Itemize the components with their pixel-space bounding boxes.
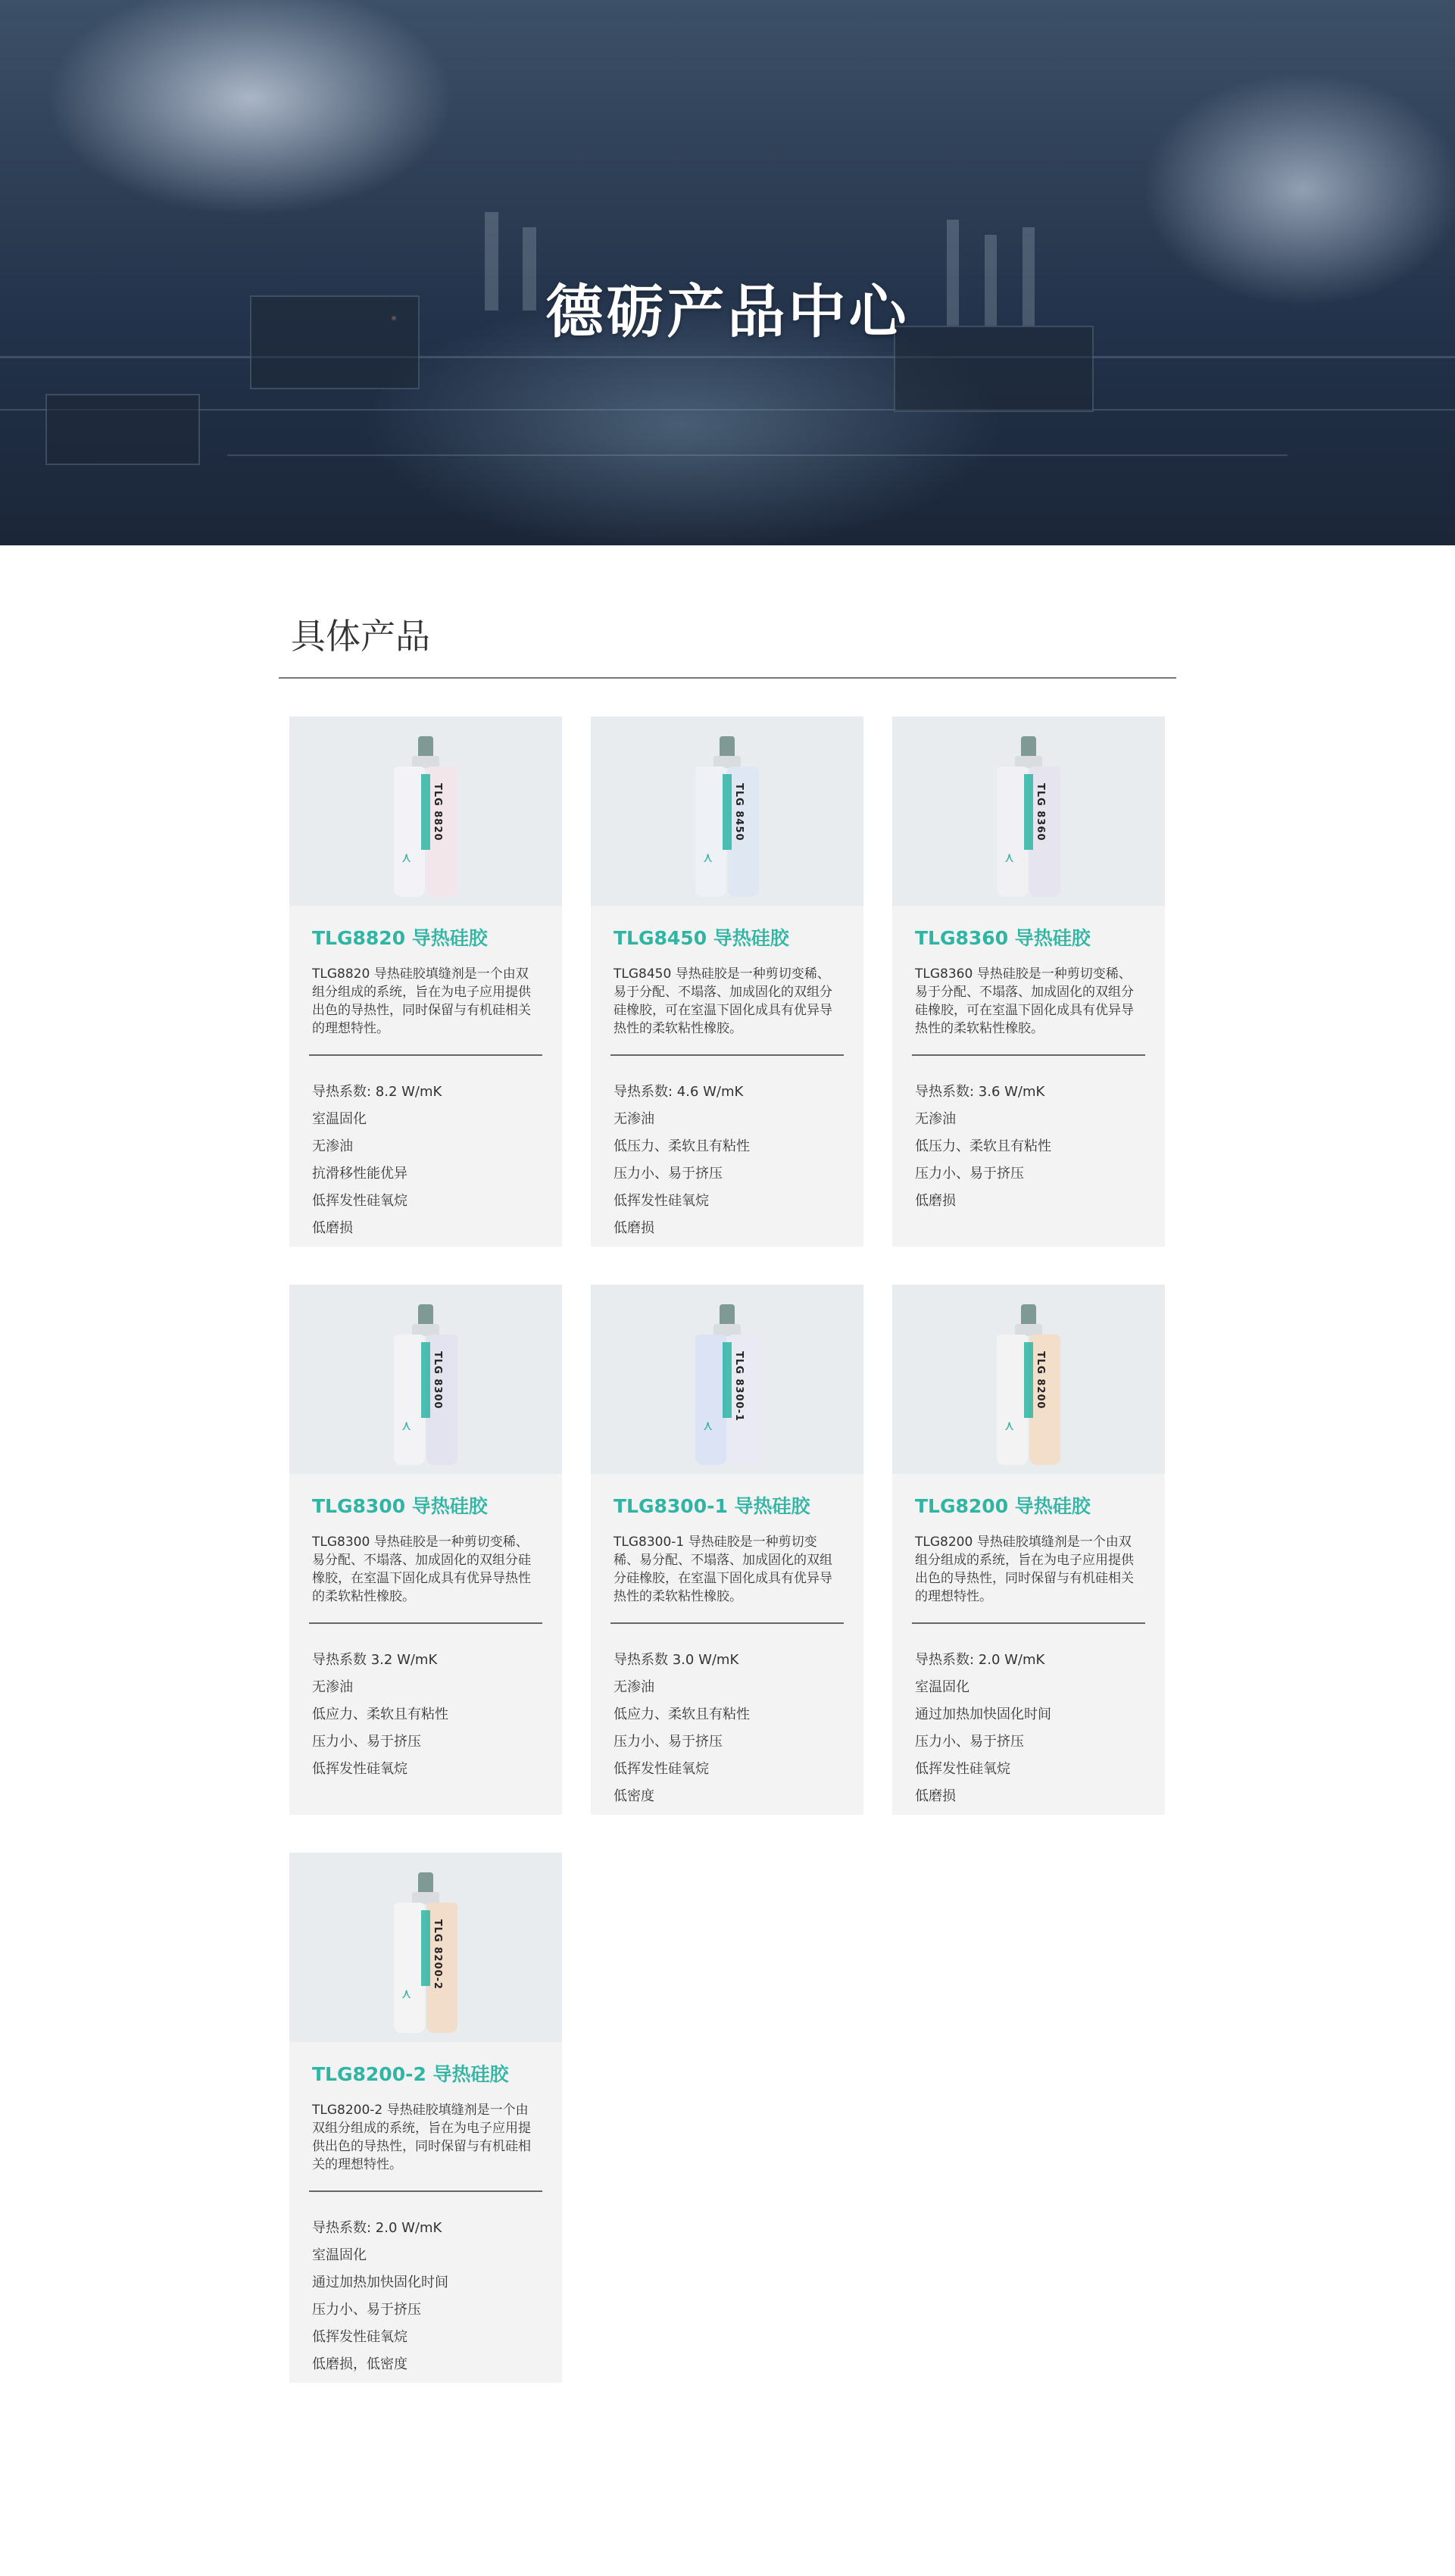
feature-item: 无渗油 bbox=[312, 1138, 353, 1154]
cartridge-label-text: TLG 8300 bbox=[432, 1351, 443, 1410]
feature-list bbox=[915, 1647, 1144, 1810]
feature-item: 低应力、柔软且有粘性 bbox=[614, 1706, 750, 1722]
cartridge-tube-left bbox=[394, 1335, 425, 1465]
product-card[interactable] bbox=[892, 717, 1165, 1247]
product-description: TLG8200-2 导热硅胶填缝剂是一个由双组分组成的系统，旨在为电子应用提供出色的导热性，同时保留与有机硅相关的理想特性。 bbox=[312, 2103, 531, 2172]
cartridge-illustration bbox=[394, 736, 457, 898]
brand-logo-icon: ⋏ bbox=[1004, 1418, 1015, 1434]
brand-logo-icon: ⋏ bbox=[401, 1418, 412, 1434]
product-title[interactable]: TLG8200-2 导热硅胶 bbox=[312, 2063, 509, 2085]
feature-item: 导热系数: 2.0 W/mK bbox=[915, 1652, 1045, 1668]
product-card[interactable] bbox=[591, 717, 863, 1247]
cartridge-tube-left bbox=[394, 767, 425, 897]
feature-item: 无渗油 bbox=[312, 1679, 353, 1695]
feature-item: 压力小、易于挤压 bbox=[915, 1734, 1024, 1750]
product-card[interactable] bbox=[591, 1285, 863, 1815]
card-divider bbox=[610, 1054, 844, 1056]
feature-item: 导热系数 3.0 W/mK bbox=[614, 1652, 739, 1668]
cartridge-label-text: TLG 8360 bbox=[1035, 783, 1046, 841]
board-trace bbox=[0, 356, 1455, 358]
product-image[interactable] bbox=[289, 1853, 562, 2042]
product-description: TLG8300-1 导热硅胶是一种剪切变稀、易分配、不塌落、加成固化的双组分硅橡胶，在室温下固化成具有优异导热性的柔软粘性橡胶。 bbox=[614, 1535, 832, 1604]
card-divider bbox=[610, 1622, 844, 1624]
cartridge-label bbox=[421, 1910, 430, 1986]
product-image[interactable] bbox=[289, 1285, 562, 1474]
product-card[interactable] bbox=[289, 1853, 562, 2383]
cartridge-illustration bbox=[997, 736, 1060, 898]
feature-item: 低挥发性硅氧烷 bbox=[614, 1193, 709, 1209]
card-divider bbox=[912, 1054, 1145, 1056]
cartridge-tube-left bbox=[997, 1335, 1028, 1465]
products-section-header bbox=[279, 614, 1176, 679]
feature-item: 抗滑移性能优异 bbox=[312, 1166, 407, 1182]
brand-logo-icon: ⋏ bbox=[703, 850, 713, 866]
product-image[interactable] bbox=[892, 1285, 1165, 1474]
cartridge-illustration bbox=[997, 1304, 1060, 1466]
feature-item: 导热系数: 3.6 W/mK bbox=[915, 1084, 1045, 1100]
feature-item: 低压力、柔软且有粘性 bbox=[915, 1138, 1051, 1154]
board-chip bbox=[45, 394, 200, 465]
feature-item: 压力小、易于挤压 bbox=[312, 1734, 421, 1750]
feature-item: 低磨损 bbox=[915, 1193, 956, 1209]
cartridge-label-text: TLG 8200-2 bbox=[432, 1919, 443, 1990]
cartridge-tube-left bbox=[394, 1903, 425, 2033]
cartridge-label-text: TLG 8200 bbox=[1035, 1351, 1046, 1410]
brand-logo-icon: ⋏ bbox=[1004, 850, 1015, 866]
section-title: 具体产品 bbox=[291, 616, 430, 657]
brand-logo-icon: ⋏ bbox=[401, 850, 412, 866]
feature-item: 压力小、易于挤压 bbox=[614, 1166, 723, 1182]
cartridge-tube-left bbox=[695, 1335, 726, 1465]
product-image[interactable] bbox=[892, 717, 1165, 906]
product-card[interactable] bbox=[289, 717, 562, 1247]
product-image[interactable] bbox=[289, 717, 562, 906]
feature-item: 低挥发性硅氧烷 bbox=[614, 1761, 709, 1777]
product-image[interactable] bbox=[591, 717, 863, 906]
cartridge-label-text: TLG 8300-1 bbox=[733, 1351, 745, 1422]
feature-item: 无渗油 bbox=[915, 1111, 956, 1127]
feature-list bbox=[312, 1647, 541, 1783]
card-divider bbox=[309, 2190, 542, 2192]
cartridge-label-text: TLG 8820 bbox=[432, 783, 443, 841]
card-divider bbox=[309, 1622, 542, 1624]
feature-item: 低磨损，低密度 bbox=[312, 2356, 407, 2372]
product-title[interactable]: TLG8300-1 导热硅胶 bbox=[614, 1495, 810, 1517]
product-description: TLG8820 导热硅胶填缝剂是一个由双组分组成的系统，旨在为电子应用提供出色的导热性，同时保留与有机硅相关的理想特性。 bbox=[312, 966, 531, 1036]
feature-item: 低挥发性硅氧烷 bbox=[312, 1193, 407, 1209]
feature-item: 室温固化 bbox=[915, 1679, 969, 1695]
cartridge-tube-left bbox=[695, 767, 726, 897]
cartridge-label bbox=[1024, 774, 1033, 850]
feature-item: 通过加热加快固化时间 bbox=[915, 1706, 1051, 1722]
section-divider bbox=[279, 677, 1176, 679]
product-title[interactable]: TLG8820 导热硅胶 bbox=[312, 927, 488, 949]
feature-item: 导热系数: 2.0 W/mK bbox=[312, 2220, 442, 2236]
card-divider bbox=[912, 1622, 1145, 1624]
feature-item: 压力小、易于挤压 bbox=[614, 1734, 723, 1750]
cartridge-label bbox=[421, 1342, 430, 1418]
hero-banner bbox=[0, 0, 1455, 545]
product-title[interactable]: TLG8300 导热硅胶 bbox=[312, 1495, 488, 1517]
product-description: TLG8360 导热硅胶是一种剪切变稀、易于分配、不塌落、加成固化的双组分硅橡胶，可在室温下固化成具有优异导热性的柔软粘性橡胶。 bbox=[915, 966, 1134, 1036]
cartridge-label-text: TLG 8450 bbox=[733, 783, 745, 841]
product-description: TLG8300 导热硅胶是一种剪切变稀、易分配、不塌落、加成固化的双组分硅橡胶，在室温下固化成具有优异导热性的柔软粘性橡胶。 bbox=[312, 1535, 531, 1604]
cartridge-label bbox=[1024, 1342, 1033, 1418]
product-title[interactable]: TLG8360 导热硅胶 bbox=[915, 927, 1091, 949]
product-grid bbox=[289, 717, 1166, 2383]
feature-item: 导热系数: 4.6 W/mK bbox=[614, 1084, 744, 1100]
cartridge-tube-left bbox=[997, 767, 1028, 897]
feature-item: 低磨损 bbox=[312, 1220, 353, 1236]
cartridge-label bbox=[723, 1342, 732, 1418]
brand-logo-icon: ⋏ bbox=[401, 1986, 412, 2002]
feature-item: 导热系数 3.2 W/mK bbox=[312, 1652, 438, 1668]
feature-list bbox=[614, 1647, 842, 1810]
feature-item: 低应力、柔软且有粘性 bbox=[312, 1706, 448, 1722]
product-image[interactable] bbox=[591, 1285, 863, 1474]
product-title[interactable]: TLG8200 导热硅胶 bbox=[915, 1495, 1091, 1517]
feature-item: 低压力、柔软且有粘性 bbox=[614, 1138, 750, 1154]
feature-item: 通过加热加快固化时间 bbox=[312, 2275, 448, 2290]
product-card[interactable] bbox=[892, 1285, 1165, 1815]
cartridge-illustration bbox=[695, 1304, 759, 1466]
feature-item: 低密度 bbox=[614, 1788, 654, 1804]
feature-list bbox=[312, 2215, 541, 2378]
feature-item: 室温固化 bbox=[312, 1111, 367, 1127]
feature-item: 低挥发性硅氧烷 bbox=[915, 1761, 1010, 1777]
feature-item: 导热系数: 8.2 W/mK bbox=[312, 1084, 442, 1100]
feature-item: 压力小、易于挤压 bbox=[312, 2302, 421, 2318]
feature-item: 压力小、易于挤压 bbox=[915, 1166, 1024, 1182]
product-card[interactable] bbox=[289, 1285, 562, 1815]
feature-item: 无渗油 bbox=[614, 1679, 654, 1695]
cartridge-label bbox=[421, 774, 430, 850]
feature-item: 室温固化 bbox=[312, 2247, 367, 2263]
feature-item: 低磨损 bbox=[614, 1220, 654, 1236]
feature-item: 无渗油 bbox=[614, 1111, 654, 1127]
board-trace bbox=[0, 409, 1455, 411]
product-description: TLG8200 导热硅胶填缝剂是一个由双组分组成的系统，旨在为电子应用提供出色的导热性，同时保留与有机硅相关的理想特性。 bbox=[915, 1535, 1134, 1604]
feature-list bbox=[614, 1079, 842, 1242]
cartridge-illustration bbox=[394, 1872, 457, 2034]
product-title[interactable]: TLG8450 导热硅胶 bbox=[614, 927, 789, 949]
feature-item: 低挥发性硅氧烷 bbox=[312, 1761, 407, 1777]
feature-list bbox=[312, 1079, 541, 1242]
brand-logo-icon: ⋏ bbox=[703, 1418, 713, 1434]
feature-list bbox=[915, 1079, 1144, 1215]
cartridge-illustration bbox=[695, 736, 759, 898]
hero-title: 德砺产品中心 bbox=[545, 277, 910, 345]
feature-item: 低挥发性硅氧烷 bbox=[312, 2329, 407, 2345]
card-divider bbox=[309, 1054, 542, 1056]
cartridge-label bbox=[723, 774, 732, 850]
feature-item: 低磨损 bbox=[915, 1788, 956, 1804]
cartridge-illustration bbox=[394, 1304, 457, 1466]
board-trace bbox=[227, 454, 1288, 456]
product-description: TLG8450 导热硅胶是一种剪切变稀、易于分配、不塌落、加成固化的双组分硅橡胶，可在室温下固化成具有优异导热性的柔软粘性橡胶。 bbox=[614, 966, 832, 1036]
